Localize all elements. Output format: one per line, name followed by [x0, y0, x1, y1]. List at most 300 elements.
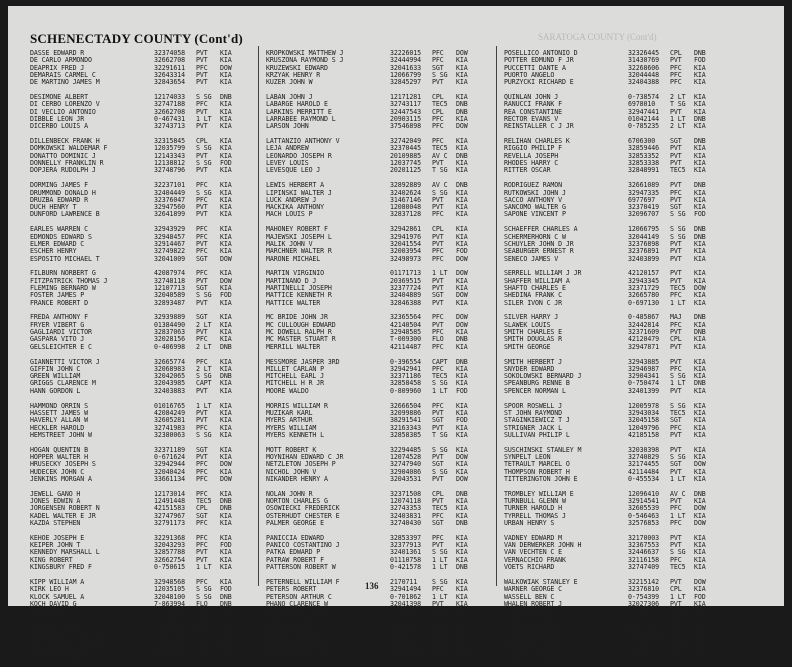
entry-status: KIA: [456, 93, 468, 102]
entry-grade: PVT: [432, 78, 444, 87]
entry-status: FOD: [456, 247, 468, 256]
entry-status: KIA: [694, 357, 706, 366]
entry-status: KIA: [220, 56, 232, 65]
entry-serial-number: 20109885: [390, 151, 421, 160]
roster-group: [504, 226, 714, 262]
entry-serial-number: 12096410: [628, 489, 659, 498]
entry-status: KIA: [456, 643, 468, 652]
entry-status: DNB: [456, 107, 468, 116]
entry-status: DNB: [694, 328, 706, 337]
entry-name: KLOCK SAMUEL A: [30, 592, 85, 601]
entry-serial-number: 37546898: [390, 122, 421, 131]
entry-serial-number: 32068983: [154, 364, 185, 373]
entry-serial-number: 32747967: [154, 511, 185, 520]
roster-entry: [266, 520, 476, 527]
entry-status: KIA: [694, 188, 706, 197]
entry-serial-number: 12066799: [390, 70, 421, 79]
entry-grade: PVT: [670, 577, 682, 586]
entry-name: WARNER GEORGE C: [504, 585, 563, 594]
entry-serial-number: 0-692690: [628, 607, 659, 616]
entry-name: WHALEN ROBERT J: [504, 599, 563, 608]
roster-entry: [30, 652, 240, 659]
entry-status: DNB: [220, 497, 232, 506]
entry-name: LABAN JOHN J: [266, 93, 313, 102]
entry-name: HRUSECKY JOSEPH S: [30, 460, 96, 469]
entry-grade: PVT: [196, 408, 208, 417]
entry-grade: PVT: [432, 276, 444, 285]
entry-grade: PVT: [670, 430, 682, 439]
entry-status: KIA: [694, 239, 706, 248]
entry-status: KIA: [456, 467, 468, 476]
roster-entry: [266, 344, 476, 351]
entry-grade: PVT: [670, 533, 682, 542]
entry-name: MARCHNER WALTER R: [266, 247, 332, 256]
entry-name: FRANCE ROBERT D: [30, 298, 89, 307]
entry-name: DASSE EDWARD R: [30, 49, 85, 57]
entry-grade: SGT: [432, 291, 444, 300]
entry-serial-number: 32893487: [154, 298, 185, 307]
entry-serial-number: 32662708: [154, 56, 185, 65]
entry-serial-number: 32853352: [628, 151, 659, 160]
entry-serial-number: 32170003: [628, 533, 659, 542]
roster-column-3: [504, 50, 714, 667]
entry-grade: PVT: [670, 276, 682, 285]
entry-name: STAGINKIEWICZ T J: [504, 416, 570, 425]
entry-status: DNB: [220, 372, 232, 381]
entry-name: SMITH DOUGLAS R: [504, 335, 563, 344]
entry-status: FOD: [220, 159, 232, 168]
entry-grade: PVT: [196, 78, 208, 87]
entry-grade: PVT: [432, 320, 444, 329]
roster-entry: [504, 79, 714, 86]
entry-name: SPENCER NORMAN L: [504, 386, 566, 395]
entry-status: FOD: [220, 541, 232, 550]
entry-name: MACKIKA ANTHONY: [266, 203, 325, 212]
entry-serial-number: 32237101: [154, 181, 185, 190]
entry-serial-number: 12037745: [390, 159, 421, 168]
entry-serial-number: 32380063: [154, 430, 185, 439]
entry-grade: S SG: [196, 372, 212, 381]
entry-name: PETERSON ARTHUR C: [266, 592, 332, 601]
entry-name: POSELLICO ANTONIO D: [504, 49, 578, 57]
roster-group: [30, 623, 240, 659]
entry-status: KIA: [456, 342, 468, 351]
entry-status: KIA: [220, 636, 232, 645]
entry-serial-number: 32044149: [628, 232, 659, 241]
entry-status: KIA: [220, 555, 232, 564]
entry-name: FREDA ANTHONY F: [30, 313, 89, 322]
entry-status: KIA: [456, 511, 468, 520]
entry-name: DI VECLIO ANTONIO: [30, 107, 96, 116]
entry-serial-number: 0-467431: [154, 114, 185, 123]
entry-status: KIA: [694, 643, 706, 652]
entry-grade: PVT: [432, 599, 444, 608]
entry-name: ESPOSITO MICHAEL T: [30, 254, 100, 263]
entry-grade: PVT: [432, 423, 444, 432]
entry-grade: PVT: [432, 283, 444, 292]
entry-grade: 1 LT: [670, 592, 686, 601]
entry-grade: FLO: [196, 599, 208, 608]
entry-grade: SGT: [670, 416, 682, 425]
entry-name: MARONE MICHAEL: [266, 254, 321, 263]
entry-status: KIA: [694, 122, 706, 131]
roster-entry: [30, 388, 240, 395]
entry-serial-number: T-009300: [390, 335, 421, 344]
roster-entry: [504, 432, 714, 439]
entry-grade: PVT: [432, 232, 444, 241]
entry-serial-number: 32404889: [390, 291, 421, 300]
entry-serial-number: 42120479: [628, 335, 659, 344]
entry-status: KIA: [456, 585, 468, 594]
entry-name: DORMING JAMES F: [30, 181, 89, 190]
entry-name: PITTS GEORGE: [266, 622, 313, 631]
entry-grade: CAPT: [196, 379, 212, 388]
entry-status: KIA: [220, 283, 232, 292]
entry-name: GAGLIARDI VICTOR: [30, 328, 92, 337]
entry-status: KIA: [694, 166, 706, 175]
entry-grade: 1 LT: [432, 386, 448, 395]
entry-serial-number: 32040589: [154, 291, 185, 300]
entry-serial-number: 0-809960: [390, 386, 421, 395]
entry-grade: S SG: [670, 401, 686, 410]
entry-grade: SGT: [432, 518, 444, 527]
entry-grade: PFC: [196, 541, 208, 550]
entry-name: MOORE WALDO: [266, 386, 309, 395]
entry-grade: S SG: [670, 210, 686, 219]
entry-name: PANICO COSTANTINO J: [266, 541, 340, 550]
entry-grade: TEC5: [670, 283, 686, 292]
entry-serial-number: 32665780: [628, 291, 659, 300]
entry-serial-number: 32446637: [628, 548, 659, 557]
entry-name: PANICCIA EDWARD: [266, 533, 325, 542]
entry-name: VAN DERWERKER JOHN H: [504, 541, 582, 550]
entry-name: MYERS WILLIAM: [266, 423, 317, 432]
entry-serial-number: 32791173: [154, 518, 185, 527]
entry-status: KIA: [456, 607, 468, 616]
entry-grade: PFC: [432, 533, 444, 542]
entry-grade: S SG: [432, 188, 448, 197]
entry-name: MC MASTER STUART R: [266, 335, 336, 344]
entry-serial-number: 12049796: [628, 423, 659, 432]
entry-name: DEAPRIX FRED J: [30, 63, 85, 72]
entry-name: TURNBULL GLENN W: [504, 497, 566, 506]
entry-grade: PVT: [432, 497, 444, 506]
entry-status: KIA: [456, 328, 468, 337]
entry-grade: PVT: [432, 298, 444, 307]
entry-serial-number: 12005978: [628, 401, 659, 410]
entry-grade: CPL: [670, 585, 682, 594]
entry-name: PATRAW ROBERT F: [266, 555, 325, 564]
entry-name: MARTINANO D J: [266, 276, 317, 285]
entry-serial-number: 32743117: [390, 100, 421, 109]
entry-status: KIA: [456, 188, 468, 197]
entry-serial-number: 12171281: [390, 93, 421, 102]
entry-name: SCHAEFFER CHARLES A: [504, 225, 578, 234]
entry-status: KIA: [694, 298, 706, 307]
entry-grade: PFC: [196, 423, 208, 432]
entry-name: MALIK JOHN V: [266, 239, 313, 248]
entry-status: KIA: [694, 70, 706, 79]
entry-status: KIA: [694, 78, 706, 87]
roster-column-2: [266, 50, 476, 667]
entry-status: DOW: [220, 460, 232, 469]
entry-name: MYERS ARTHUR: [266, 416, 313, 425]
roster-entry: [30, 167, 240, 174]
entry-status: KIA: [456, 210, 468, 219]
entry-name: LEJA ANDREW: [266, 144, 309, 153]
entry-serial-number: 32603333: [154, 607, 185, 616]
entry-serial-number: 32742049: [390, 137, 421, 146]
entry-status: DNB: [456, 357, 468, 366]
entry-name: MOTT ROBERT K: [266, 445, 317, 454]
entry-grade: 1 LT: [432, 563, 448, 572]
entry-status: KIA: [220, 188, 232, 197]
entry-grade: CPL: [432, 225, 444, 234]
entry-status: KIA: [220, 651, 232, 660]
entry-status: KIA: [456, 276, 468, 285]
entry-name: EARLES WARREN C: [30, 225, 89, 234]
entry-status: DNB: [456, 151, 468, 160]
entry-serial-number: 6711069: [628, 651, 656, 660]
entry-name: KOWALCZYK RALPH J: [30, 643, 96, 652]
entry-status: DOW: [456, 313, 468, 322]
entry-serial-number: 32315845: [154, 137, 185, 146]
entry-name: SYNPELT LEON: [504, 453, 551, 461]
page-number: 136: [365, 581, 379, 591]
entry-status: KIA: [694, 651, 706, 660]
entry-grade: S SG: [196, 592, 212, 601]
entry-grade: PVT: [670, 599, 682, 608]
entry-name: TITTERINGTON JOHN E: [504, 474, 578, 483]
roster-entry: [266, 652, 476, 659]
entry-serial-number: 32665774: [154, 357, 185, 366]
entry-name: HANN GORDON L: [30, 386, 81, 395]
entry-serial-number: 32096707: [628, 210, 659, 219]
entry-status: DOW: [456, 254, 468, 263]
entry-serial-number: 01171713: [390, 269, 421, 278]
entry-grade: PVT: [670, 386, 682, 395]
entry-serial-number: 31467146: [390, 195, 421, 204]
roster-group: [30, 359, 240, 395]
entry-status: KIA: [694, 548, 706, 557]
entry-serial-number: 32749822: [154, 247, 185, 256]
entry-name: MITCHELL EARL J: [266, 372, 325, 381]
entry-status: KIA: [456, 114, 468, 123]
entry-status: FOD: [694, 210, 706, 219]
entry-serial-number: 32943929: [154, 225, 185, 234]
entry-grade: CPL: [432, 93, 444, 102]
entry-status: DOW: [694, 504, 706, 513]
entry-grade: S SG: [196, 93, 212, 102]
entry-grade: PVT: [196, 49, 208, 57]
entry-status: KIA: [220, 247, 232, 256]
entry-grade: S SG: [432, 548, 448, 557]
entry-grade: 1 LT: [196, 114, 212, 123]
entry-grade: PVT: [670, 247, 682, 256]
entry-status: KIA: [220, 445, 232, 454]
entry-status: KIA: [694, 320, 706, 329]
roster-entry: [30, 300, 240, 307]
roster-column-1: [30, 50, 240, 667]
entry-serial-number: 0-406998: [154, 342, 185, 351]
entry-grade: PVT: [196, 166, 208, 175]
entry-status: KIA: [456, 379, 468, 388]
roster-entry: [266, 388, 476, 395]
entry-status: KIA: [220, 518, 232, 527]
entry-status: KIA: [456, 144, 468, 153]
entry-serial-number: 32576853: [628, 518, 659, 527]
roster-group: [30, 270, 240, 306]
entry-grade: 1 LT: [432, 269, 448, 278]
entry-serial-number: 32401361: [390, 548, 421, 557]
entry-grade: 1 LT: [670, 298, 686, 307]
entry-grade: PVT: [196, 107, 208, 116]
entry-serial-number: 0-737557: [628, 636, 659, 645]
entry-serial-number: 12074118: [390, 497, 421, 506]
entry-status: KIA: [220, 195, 232, 204]
roster-group: [266, 138, 476, 174]
entry-status: KIA: [220, 232, 232, 241]
entry-name: SUSCHINSKI STANLEY M: [504, 445, 582, 454]
entry-name: RIGGIO PHILIP F: [504, 144, 563, 153]
entry-status: KIA: [456, 364, 468, 373]
entry-name: HOGAN QUENTIN B: [30, 445, 89, 454]
entry-grade: PVT: [670, 144, 682, 153]
entry-grade: PVT: [196, 555, 208, 564]
entry-name: PURZYCKI RICHARD E: [504, 78, 574, 87]
entry-name: JEWELL GANO H: [30, 489, 81, 498]
entry-grade: PFC: [670, 364, 682, 373]
entry-grade: PVT: [196, 122, 208, 131]
entry-status: FOD: [456, 386, 468, 395]
entry-serial-number: 7-863994: [154, 599, 185, 608]
entry-grade: 2 LT: [670, 122, 686, 131]
entry-serial-number: 32030398: [628, 445, 659, 454]
entry-serial-number: 32045158: [628, 416, 659, 425]
entry-status: DOW: [220, 276, 232, 285]
entry-status: DNB: [456, 181, 468, 190]
entry-grade: SGT: [670, 137, 682, 146]
entry-name: HUDECEK JOHN C: [30, 467, 85, 476]
entry-serial-number: 12035105: [154, 585, 185, 594]
entry-status: DOW: [220, 474, 232, 483]
entry-status: KIA: [220, 430, 232, 439]
entry-serial-number: 12074444: [390, 651, 421, 660]
entry-grade: PVT: [670, 254, 682, 263]
roster-group: [266, 226, 476, 262]
entry-name: SOKOLOWSKI BERNARD J: [504, 372, 582, 381]
entry-grade: PVT: [196, 239, 208, 248]
entry-serial-number: 32447543: [390, 107, 421, 116]
entry-status: KIA: [694, 159, 706, 168]
entry-name: MC BRIDE JOHN JR: [266, 313, 328, 322]
entry-name: TYRRELL THOMAS J: [504, 511, 566, 520]
entry-name: POLING CLARK E: [266, 636, 321, 645]
entry-serial-number: 32740430: [390, 518, 421, 527]
roster-group: [30, 314, 240, 350]
entry-status: KIA: [456, 401, 468, 410]
entry-grade: PFC: [432, 56, 444, 65]
entry-grade: PVT: [196, 622, 208, 631]
entry-serial-number: 32846388: [390, 298, 421, 307]
entry-name: LARKINS MERRITT E: [266, 107, 332, 116]
entry-grade: PVT: [670, 467, 682, 476]
entry-status: KIA: [456, 541, 468, 550]
entry-status: KIA: [694, 276, 706, 285]
entry-name: FLEMING BERNARD W: [30, 283, 96, 292]
entry-name: KEIPER JOHN T: [30, 541, 81, 550]
entry-serial-number: 32041398: [390, 599, 421, 608]
entry-serial-number: 0-671624: [154, 453, 185, 461]
entry-name: ESCHER HENRY: [30, 247, 77, 256]
entry-grade: PVT: [196, 548, 208, 557]
entry-grade: AV C: [432, 151, 448, 160]
entry-status: KIA: [694, 430, 706, 439]
entry-name: MARTINELLI JOSEPH: [266, 283, 332, 292]
entry-status: KIA: [220, 416, 232, 425]
entry-serial-number: 32268606: [628, 63, 659, 72]
entry-status: KIA: [694, 151, 706, 160]
roster-entry: [30, 79, 240, 86]
entry-grade: S SG: [196, 636, 212, 645]
roster-group: [504, 182, 714, 218]
entry-status: KIA: [694, 629, 706, 638]
roster-entry: [504, 123, 714, 130]
entry-name: LARRABEE RAYMOND L: [266, 114, 336, 123]
entry-grade: PVT: [432, 453, 444, 461]
entry-name: JORGENSEN ROBERT N: [30, 504, 100, 513]
entry-name: REVELLA JOSEPH: [504, 151, 559, 160]
entry-serial-number: 32914467: [154, 239, 185, 248]
entry-status: KIA: [220, 181, 232, 190]
entry-grade: AV C: [670, 489, 686, 498]
roster-group: [30, 50, 240, 86]
roster-entry: [30, 520, 240, 527]
entry-serial-number: 0-437697: [628, 643, 659, 652]
entry-name: OSTERHUDT CHESTER E: [266, 511, 340, 520]
entry-name: JENKINS MORGAN A: [30, 474, 92, 483]
entry-status: KIA: [456, 592, 468, 601]
entry-grade: CAPT: [432, 357, 448, 366]
entry-name: WASSELL BEN C: [504, 592, 555, 601]
entry-status: KIA: [220, 328, 232, 337]
entry-serial-number: 32941976: [390, 232, 421, 241]
entry-serial-number: 32080194: [154, 636, 185, 645]
entry-grade: PFC: [196, 195, 208, 204]
entry-grade: PFC: [432, 137, 444, 146]
entry-name: KOLLAR JOSEPH J JR: [30, 622, 100, 631]
entry-serial-number: 32370445: [390, 144, 421, 153]
entry-status: KIA: [220, 379, 232, 388]
entry-name: DI CERBO LORENZO V: [30, 100, 100, 109]
entry-serial-number: 32857788: [154, 548, 185, 557]
entry-grade: PVT: [432, 159, 444, 168]
entry-name: GREEN WILLIAM: [30, 372, 81, 381]
entry-status: KIA: [456, 430, 468, 439]
entry-status: KIA: [694, 585, 706, 594]
entry-status: KIA: [456, 195, 468, 204]
entry-status: KIA: [220, 563, 232, 572]
entry-name: DOMKOWSKI WALDEMAR F: [30, 144, 108, 153]
roster-group: [30, 403, 240, 439]
entry-status: DNB: [694, 489, 706, 498]
entry-grade: PVT: [196, 56, 208, 65]
entry-serial-number: 32403883: [154, 386, 185, 395]
entry-serial-number: 12491448: [154, 497, 185, 506]
entry-status: DNB: [220, 504, 232, 513]
entry-serial-number: 42185158: [628, 430, 659, 439]
entry-name: KEHOE JOSEPH E: [30, 533, 85, 542]
